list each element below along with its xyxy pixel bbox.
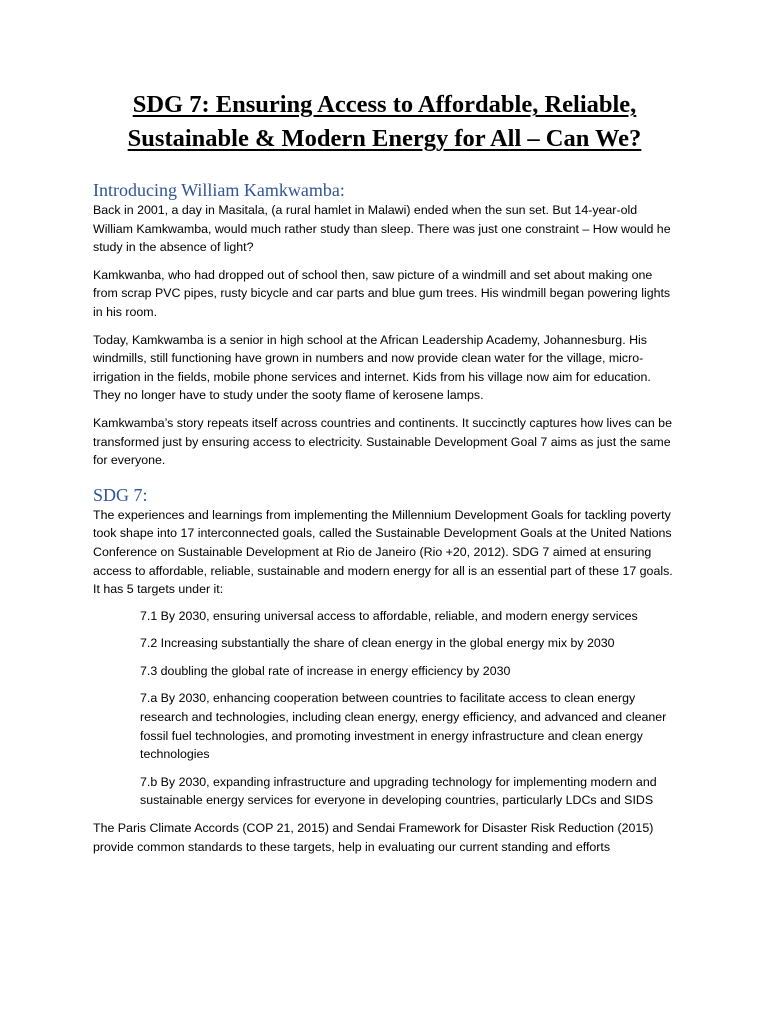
targets-list <box>93 607 676 810</box>
paragraph-intro-3: Today, Kamkwamba is a senior in high school at the African Leadership Academy, Johannesburg. His windmills, still functioning have grown in numbers and now provide clean water for the village, micro-irrigation in the fields, mobile phone services and internet. Kids from his village now aim for education. They no longer have to study under the sooty flame of kerosene lamps. <box>93 332 651 403</box>
paragraph-intro-4: Kamkwamba’s story repeats itself across countries and continents. It succinctly captures how lives can be transformed just by ensuring access to electricity. Sustainable Development Goal 7 aims as just the same for everyone. <box>93 415 672 468</box>
title-line-2: Sustainable & Modern Energy for All – Can We? <box>127 125 642 152</box>
section-heading-sdg7: SDG 7: <box>93 484 148 505</box>
paragraph-intro-2: Kamkwanba, who had dropped out of school then, saw picture of a windmill and set about making one from scrap PVC pipes, rusty bicycle and car parts and blue gum trees. His windmill began powering lights in his room. <box>93 267 671 319</box>
paragraph-closing: The Paris Climate Accords (COP 21, 2015) and Sendai Framework for Disaster Risk Reduction (2015) provide common standards to these targets, help in evaluating our current standing and efforts <box>93 821 654 854</box>
paragraph-sdg7-intro: The experiences and learnings from implementing the Millennium Development Goals for tackling poverty took shape into 17 interconnected goals, called the Sustainable Development Goals at the United Nations Conference on Sustainable Development at Rio de Janeiro (Rio +20, 2012). SDG 7 aimed at ensuring access to affordable, reliable, sustainable and modern energy for all is an essential part of these 17 goals. It has 5 targets under it: <box>93 507 673 597</box>
section-heading-introducing: Introducing William Kamkwamba: <box>93 180 345 200</box>
document-title <box>89 88 680 156</box>
target-item-7-a: 7.a By 2030, enhancing cooperation between countries to facilitate access to clean energy research and technologies, including clean energy, energy efficiency, and advanced and cleaner fossil fuel technologies, and promoting investment in energy infrastructure and clean energy technologies <box>140 691 667 762</box>
title-line-1: SDG 7: Ensuring Access to Affordable, Reliable, <box>132 91 637 118</box>
target-item-7-1: 7.1 By 2030, ensuring universal access to affordable, reliable, and modern energy services <box>140 608 638 623</box>
target-item-7-3: 7.3 doubling the global rate of increase in energy efficiency by 2030 <box>140 663 511 678</box>
target-item-7-2: 7.2 Increasing substantially the share of clean energy in the global energy mix by 2030 <box>140 636 615 651</box>
target-item-7-b: 7.b By 2030, expanding infrastructure and upgrading technology for implementing modern and sustainable energy services for everyone in developing countries, particularly LDCs and SIDS <box>140 774 657 808</box>
paragraph-intro-1: Back in 2001, a day in Masitala, (a rural hamlet in Malawi) ended when the sun set. But 14-year-old William Kamkwamba, would much rather study than sleep. There was just one constraint – How would he study in the absence of light? <box>93 203 671 255</box>
